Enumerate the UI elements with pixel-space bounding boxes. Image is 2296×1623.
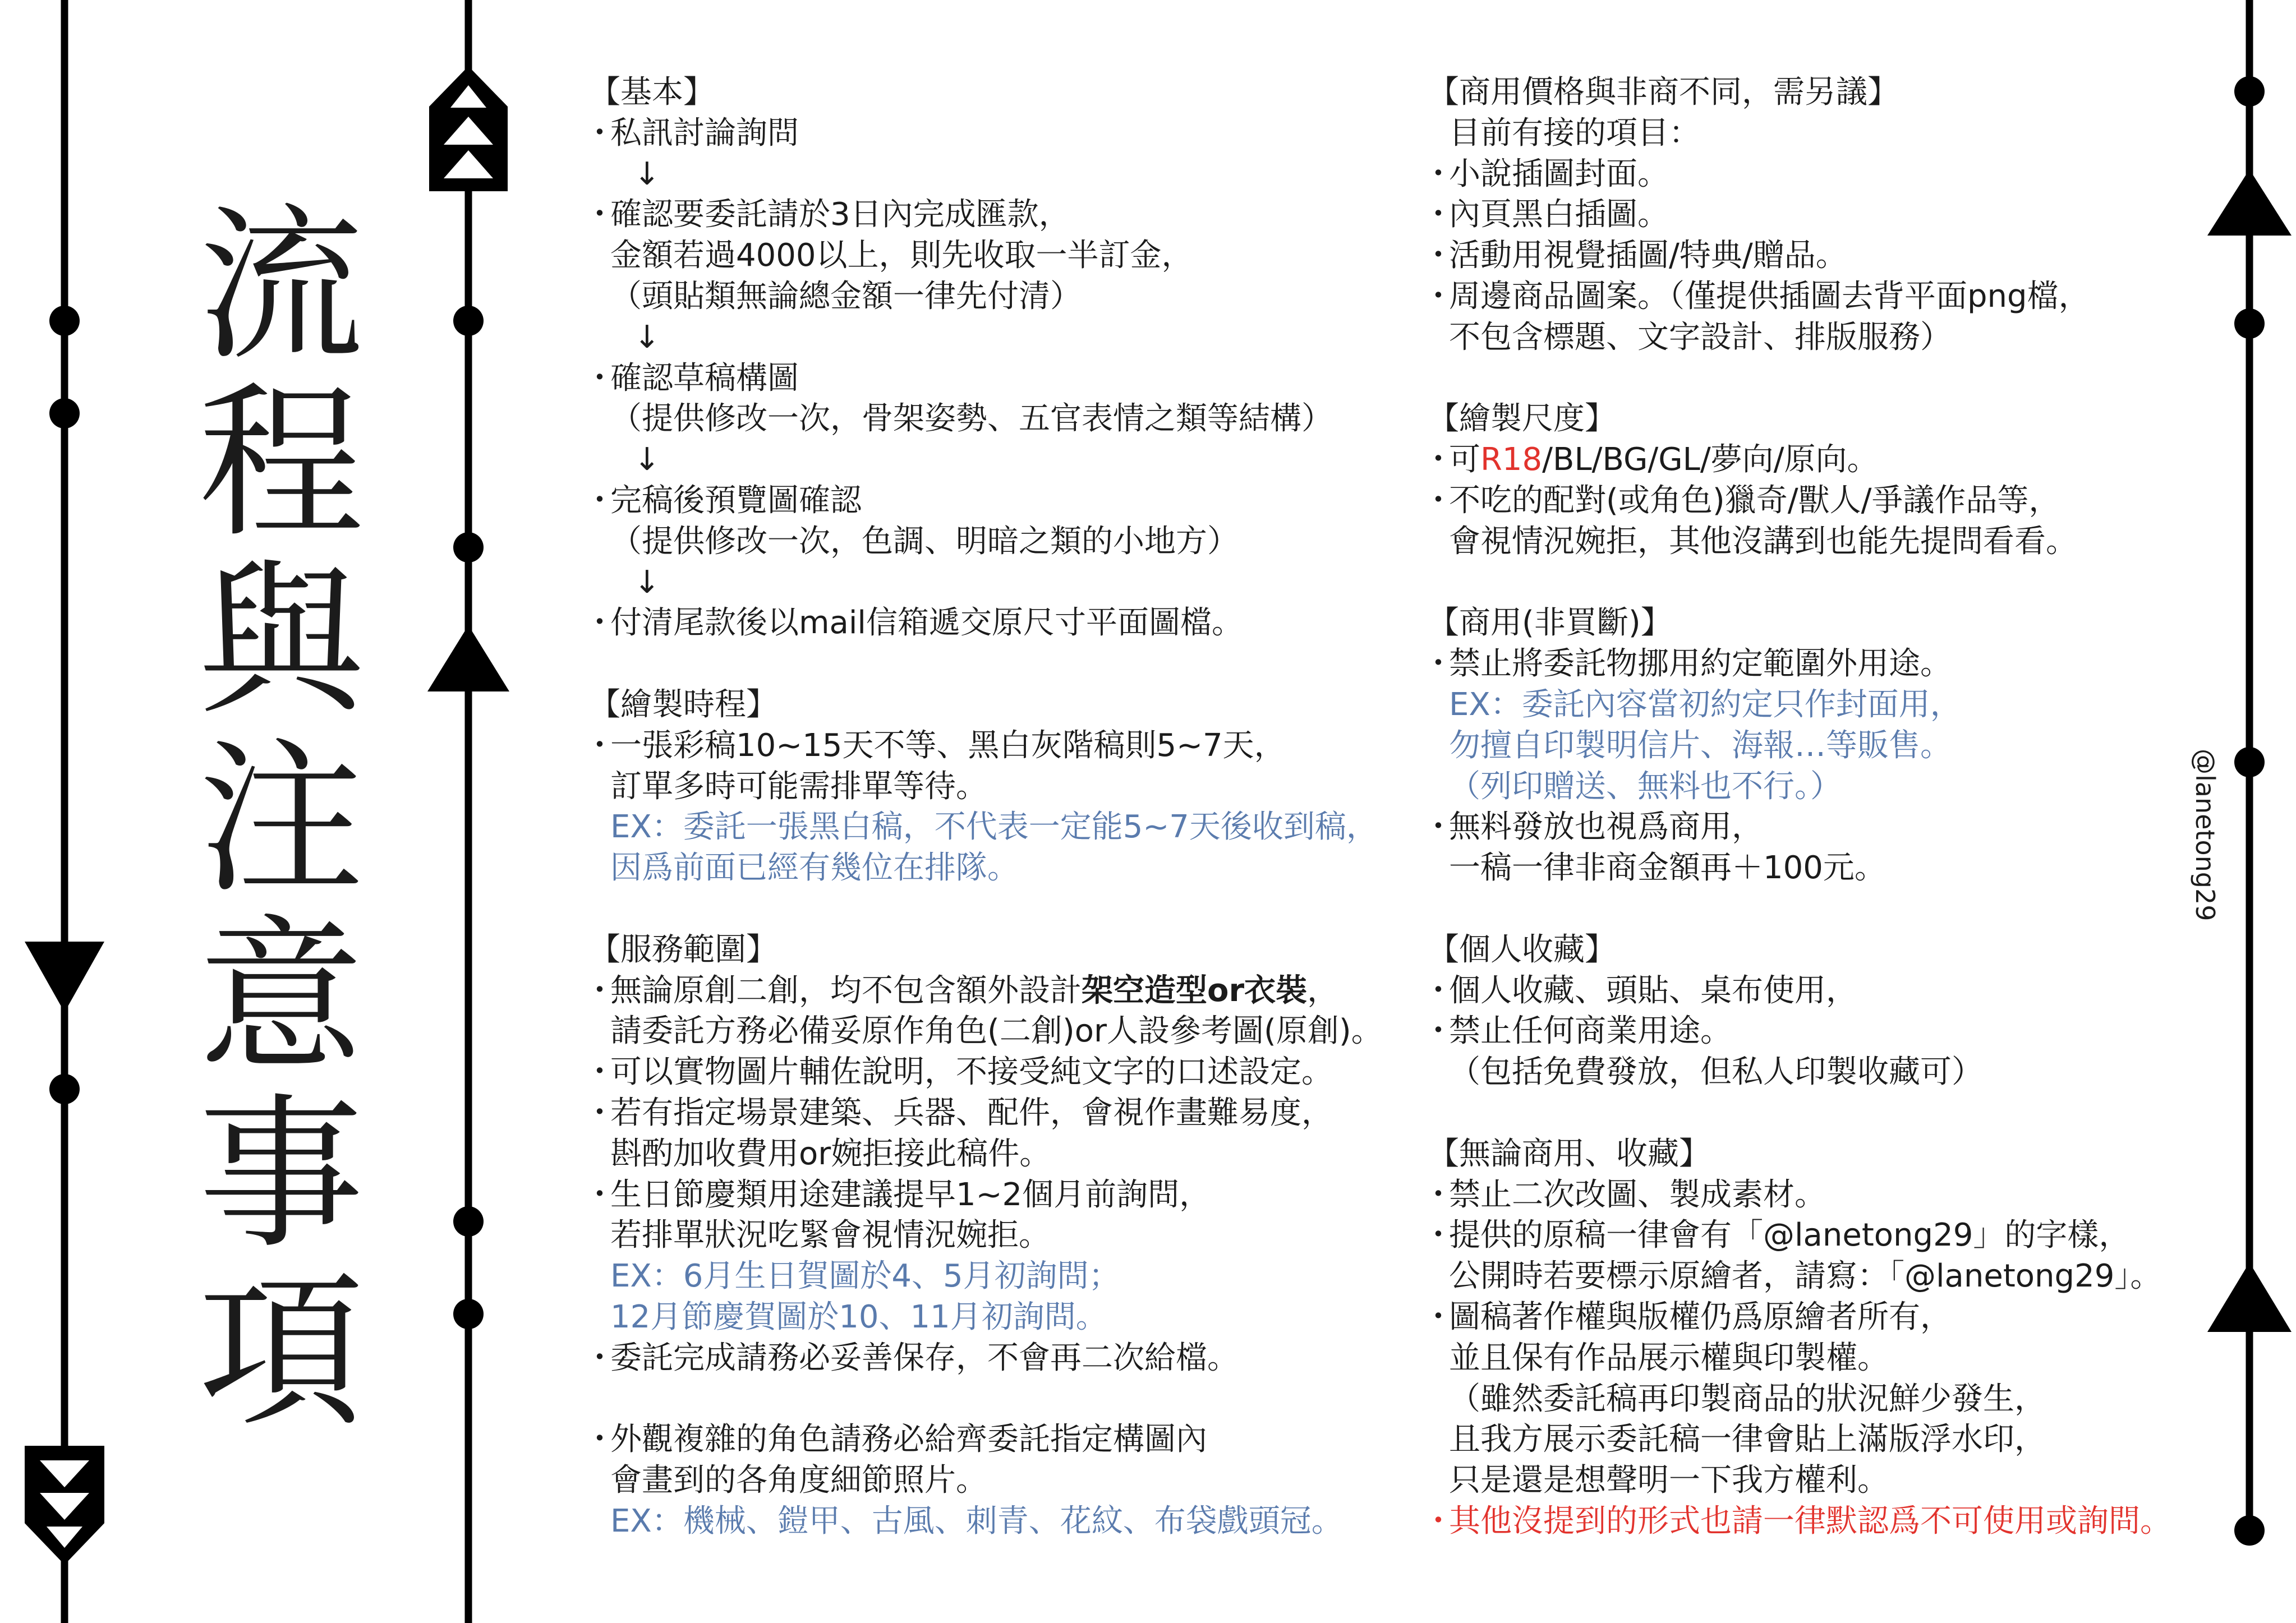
- bullet-mark: ・: [584, 196, 615, 233]
- text-segment: （提供修改一次，骨架姿勢、五官表情之類等結構）: [610, 400, 1333, 437]
- text-segment: 一張彩稿10~15天不等、黑白灰階稿則5~7天，: [610, 727, 1286, 764]
- spacer: [1428, 889, 2191, 930]
- text-segment: 無論原創二創，均不包含額外設計: [610, 972, 1082, 1009]
- bullet-mark: ・: [584, 1054, 615, 1091]
- text-segment: 生日節慶類用途建議提早1~2個月前詢問，: [610, 1176, 1211, 1213]
- example-note-text: 12月節慶賀圖於10、11月初詢問。: [610, 1298, 1107, 1335]
- text-line: [589, 1215, 1414, 1256]
- text-line: [1428, 1460, 2191, 1501]
- text-line: [589, 848, 1414, 889]
- text-segment: 公開時若要標示原繪者，請寫：「@lanetong29」。: [1449, 1258, 2162, 1295]
- text-line: [1428, 113, 2191, 154]
- text-segment: 若有指定場景建築、兵器、配件，會視作畫難易度，: [610, 1094, 1333, 1131]
- list-item: [1423, 1215, 2191, 1256]
- text-segment: 禁止將委託物挪用約定範圍外用途。: [1449, 645, 1952, 683]
- text-segment: 並且保有作品展示權與印製權。: [1449, 1339, 1889, 1376]
- bullet-mark: ・: [1423, 645, 1454, 683]
- section-heading: [1428, 72, 2191, 113]
- text-segment: 斟酌加收費用or婉拒接此稿件。: [610, 1135, 1051, 1172]
- example-note-text: （列印贈送、無料也不行。）: [1449, 768, 1842, 805]
- text-segment: 付清尾款後以mail信箱遞交原尺寸平面圖檔。: [610, 605, 1243, 642]
- bullet-mark: ・: [1423, 1502, 1454, 1539]
- list-item: [584, 1175, 1414, 1216]
- bullet-mark: ・: [584, 482, 615, 519]
- bullet-mark: ・: [1423, 482, 1454, 519]
- spacer: [1428, 1093, 2191, 1134]
- text-line: [1428, 522, 2191, 562]
- text-line: [589, 1134, 1414, 1175]
- text-line: [1428, 1379, 2191, 1420]
- terms-column-left: [584, 72, 1414, 1542]
- text-line: [589, 399, 1414, 440]
- example-note-text: 因爲前面已經有幾位在排隊。: [610, 850, 1019, 887]
- pentagon-down-arrows-icon: [25, 1446, 104, 1565]
- text-segment: 金額若過4000以上，則先收取一半訂金，: [610, 237, 1193, 274]
- page-title: 流程與注意事項: [171, 197, 364, 1442]
- text-segment: 【基本】: [589, 74, 715, 110]
- bullet-mark: ・: [584, 1176, 615, 1213]
- text-segment: ↓: [634, 564, 660, 601]
- text-segment: /BL/BG/GL/夢向/原向。: [1542, 441, 1879, 478]
- text-segment: 小說插圖封面。: [1449, 155, 1669, 192]
- bullet-mark: ・: [1423, 1176, 1454, 1213]
- text-segment: （包括免費發放，但私人印製收藏可）: [1449, 1054, 1983, 1091]
- bullet-mark: ・: [584, 359, 615, 396]
- list-item: [1423, 276, 2191, 317]
- bullet-mark: ・: [584, 114, 615, 151]
- list-item: [1423, 481, 2191, 522]
- text-segment: 委託完成請務必妥善保存，不會再二次給檔。: [610, 1339, 1239, 1376]
- text-segment: 提供的原稿一律會有「@lanetong29」的字樣，: [1449, 1217, 2131, 1254]
- text-segment: 外觀複雜的角色請務必給齊委託指定構圖內: [610, 1421, 1207, 1458]
- bullet-mark: ・: [584, 605, 615, 642]
- text-segment: 一稿一律非商金額再＋100元。: [1449, 850, 1886, 887]
- timeline-dot-icon: [2234, 308, 2265, 339]
- text-line: [1428, 685, 2191, 726]
- text-segment: 會視情況婉拒，其他沒講到也能先提問看看。: [1449, 523, 2077, 560]
- text-segment: 禁止任何商業用途。: [1449, 1013, 1732, 1050]
- bullet-mark: ・: [1423, 278, 1454, 315]
- spacer: [1428, 358, 2191, 399]
- text-segment: 【服務範圍】: [589, 931, 777, 968]
- text-segment: 確認要委託請於3日內完成匯款，: [610, 196, 1070, 233]
- flow-arrow: [589, 154, 1414, 195]
- timeline-dot-icon: [453, 532, 484, 562]
- pentagon-up-arrows-icon: [429, 66, 508, 191]
- text-segment: 不吃的配對(或角色)獵奇/獸人/爭議作品等，: [1449, 482, 2060, 519]
- bullet-mark: ・: [1423, 809, 1454, 846]
- text-segment: 周邊商品圖案。（僅提供插圖去背平面png檔，: [1449, 278, 2090, 315]
- example-note-text: EX：6月生日賀圖於4、5月初詢問；: [610, 1258, 1120, 1295]
- timeline-dot-icon: [2234, 1515, 2265, 1546]
- text-segment: 禁止二次改圖、製成素材。: [1449, 1176, 1826, 1213]
- text-segment: 確認草稿構圖: [610, 359, 799, 396]
- text-segment: 【無論商用、收藏】: [1428, 1135, 1710, 1172]
- example-note-text: EX：機械、鎧甲、古風、刺青、花紋、布袋戲頭冠。: [610, 1502, 1343, 1539]
- text-line: [589, 1256, 1414, 1297]
- flow-arrow: [589, 317, 1414, 358]
- list-item: [1423, 644, 2191, 685]
- list-item: [1423, 195, 2191, 236]
- text-line: [1428, 848, 2191, 889]
- text-line: [1428, 767, 2191, 808]
- text-segment: 【繪製時程】: [589, 686, 777, 723]
- emphasis-text: 架空造型or衣裝: [1082, 972, 1308, 1009]
- list-item: [584, 481, 1414, 522]
- section-heading: [1428, 930, 2191, 971]
- text-line: [1428, 1419, 2191, 1460]
- example-note-text: EX：委託內容當初約定只作封面用，: [1449, 686, 1962, 723]
- list-item: [1423, 1175, 2191, 1216]
- text-segment: 圖稿著作權與版權仍爲原繪者所有，: [1449, 1298, 1952, 1335]
- flow-arrow: [589, 440, 1414, 481]
- section-heading: [589, 685, 1414, 726]
- list-item: [584, 726, 1414, 767]
- text-line: [589, 1460, 1414, 1501]
- list-item: [1423, 807, 2191, 848]
- section-heading: [1428, 399, 2191, 440]
- list-item: [1423, 154, 2191, 195]
- text-segment: 完稿後預覽圖確認: [610, 482, 862, 519]
- up-triangle-icon: [2207, 169, 2292, 236]
- text-line: [589, 1297, 1414, 1338]
- text-line: [589, 767, 1414, 808]
- list-item: [1423, 440, 2191, 481]
- text-segment: 訂單多時可能需排單等待。: [610, 768, 987, 805]
- spacer: [1428, 562, 2191, 603]
- list-item: [584, 1419, 1414, 1460]
- timeline-dot-icon: [453, 1299, 484, 1329]
- text-line: [1428, 726, 2191, 767]
- highlight-text: 其他沒提到的形式也請一律默認爲不可使用或詢問。: [1449, 1502, 2171, 1539]
- text-line: [589, 236, 1414, 276]
- timeline-dot-icon: [49, 1074, 80, 1104]
- bullet-mark: ・: [1423, 155, 1454, 192]
- text-line: [1428, 1052, 2191, 1093]
- section-heading: [1428, 603, 2191, 644]
- text-segment: 【商用(非買斷)】: [1428, 605, 1672, 642]
- list-item: [1423, 236, 2191, 276]
- list-item: [584, 358, 1414, 399]
- spacer: [589, 1379, 1414, 1420]
- text-segment: （雖然委託稿再印製商品的狀況鮮少發生，: [1449, 1380, 2046, 1417]
- bullet-mark: ・: [1423, 1013, 1454, 1050]
- bullet-mark: ・: [1423, 441, 1454, 478]
- text-line: [589, 276, 1414, 317]
- up-triangle-icon: [427, 625, 509, 691]
- text-line: [589, 1011, 1414, 1052]
- text-line: [589, 1501, 1414, 1542]
- down-triangle-icon: [25, 942, 104, 1012]
- timeline-dot-icon: [2234, 76, 2265, 107]
- example-note-text: EX：委託一張黑白稿，不代表一定能5~7天後收到稿，: [610, 809, 1378, 846]
- timeline-dot-icon: [453, 306, 484, 336]
- text-segment: ↓: [634, 155, 660, 192]
- text-segment: 無料發放也視爲商用，: [1449, 809, 1763, 846]
- section-heading: [1428, 1134, 2191, 1175]
- text-segment: 會畫到的各角度細節照片。: [610, 1462, 987, 1499]
- bullet-mark: ・: [584, 1421, 615, 1458]
- list-item: [584, 603, 1414, 644]
- bullet-mark: ・: [1423, 972, 1454, 1009]
- bullet-mark: ・: [584, 727, 615, 764]
- bullet-mark: ・: [1423, 1217, 1454, 1254]
- timeline-dot-icon: [2234, 747, 2265, 777]
- text-segment: （提供修改一次，色調、明暗之類的小地方）: [610, 523, 1239, 560]
- artist-handle: @lanetong29: [2190, 749, 2220, 921]
- text-segment: 【繪製尺度】: [1428, 400, 1616, 437]
- text-segment: 且我方展示委託稿一律會貼上滿版浮水印，: [1449, 1421, 2046, 1458]
- text-line: [589, 807, 1414, 848]
- list-item: [1423, 1011, 2191, 1052]
- bullet-mark: ・: [584, 1094, 615, 1131]
- text-segment: 只是還是想聲明一下我方權利。: [1449, 1462, 1889, 1499]
- list-item: [584, 1093, 1414, 1134]
- flow-arrow: [589, 562, 1414, 603]
- text-segment: 請委託方務必備妥原作角色(二創)or人設參考圖(原創)。: [610, 1013, 1383, 1050]
- text-segment: 可: [1449, 441, 1480, 478]
- list-item: [584, 1052, 1414, 1093]
- text-segment: 內頁黑白插圖。: [1449, 196, 1669, 233]
- text-segment: 個人收藏、頭貼、桌布使用，: [1449, 972, 1857, 1009]
- section-heading: [589, 72, 1414, 113]
- list-item: [1423, 971, 2191, 1012]
- section-heading: [589, 930, 1414, 971]
- example-note-text: 勿擅自印製明信片、海報…等販售。: [1449, 727, 1952, 764]
- timeline-dot-icon: [453, 1206, 484, 1237]
- text-segment: 私訊討論詢問: [610, 114, 799, 151]
- text-segment: ↓: [634, 441, 660, 478]
- spacer: [589, 644, 1414, 685]
- text-segment: （頭貼類無論總金額一律先付清）: [610, 278, 1082, 315]
- up-triangle-icon: [2207, 1262, 2292, 1332]
- bullet-mark: ・: [584, 972, 615, 1009]
- text-segment: 【商用價格與非商不同，需另議】: [1428, 74, 1899, 110]
- text-line: [589, 522, 1414, 562]
- text-segment: 活動用視覺插圖/特典/贈品。: [1449, 237, 1847, 274]
- spacer: [589, 889, 1414, 930]
- text-segment: ↓: [634, 319, 660, 356]
- bullet-mark: ・: [1423, 196, 1454, 233]
- bullet-mark: ・: [584, 1339, 615, 1376]
- text-segment: 若排單狀況吃緊會視情況婉拒。: [610, 1217, 1050, 1254]
- timeline-left: [25, 0, 104, 1623]
- text-segment: 可以實物圖片輔佐說明，不接受純文字的口述設定。: [610, 1054, 1333, 1091]
- list-item: [584, 971, 1414, 1012]
- text-line: [1428, 317, 2191, 358]
- list-item: [584, 113, 1414, 154]
- bullet-mark: ・: [1423, 237, 1454, 274]
- timeline-middle: [427, 0, 509, 1623]
- text-segment: 【個人收藏】: [1428, 931, 1616, 968]
- list-item: [1423, 1501, 2191, 1542]
- terms-column-right: [1423, 72, 2191, 1542]
- text-line: [1428, 1338, 2191, 1379]
- text-segment: 不包含標題、文字設計、排版服務）: [1449, 319, 1952, 356]
- list-item: [1423, 1297, 2191, 1338]
- bullet-mark: ・: [1423, 1298, 1454, 1335]
- list-item: [584, 195, 1414, 236]
- highlight-text: R18: [1480, 441, 1543, 478]
- text-segment: 目前有接的項目：: [1449, 114, 1700, 151]
- timeline-dot-icon: [49, 306, 80, 336]
- text-line: [1428, 1256, 2191, 1297]
- timeline-dot-icon: [49, 398, 80, 428]
- text-segment: ，: [1307, 972, 1339, 1009]
- list-item: [584, 1338, 1414, 1379]
